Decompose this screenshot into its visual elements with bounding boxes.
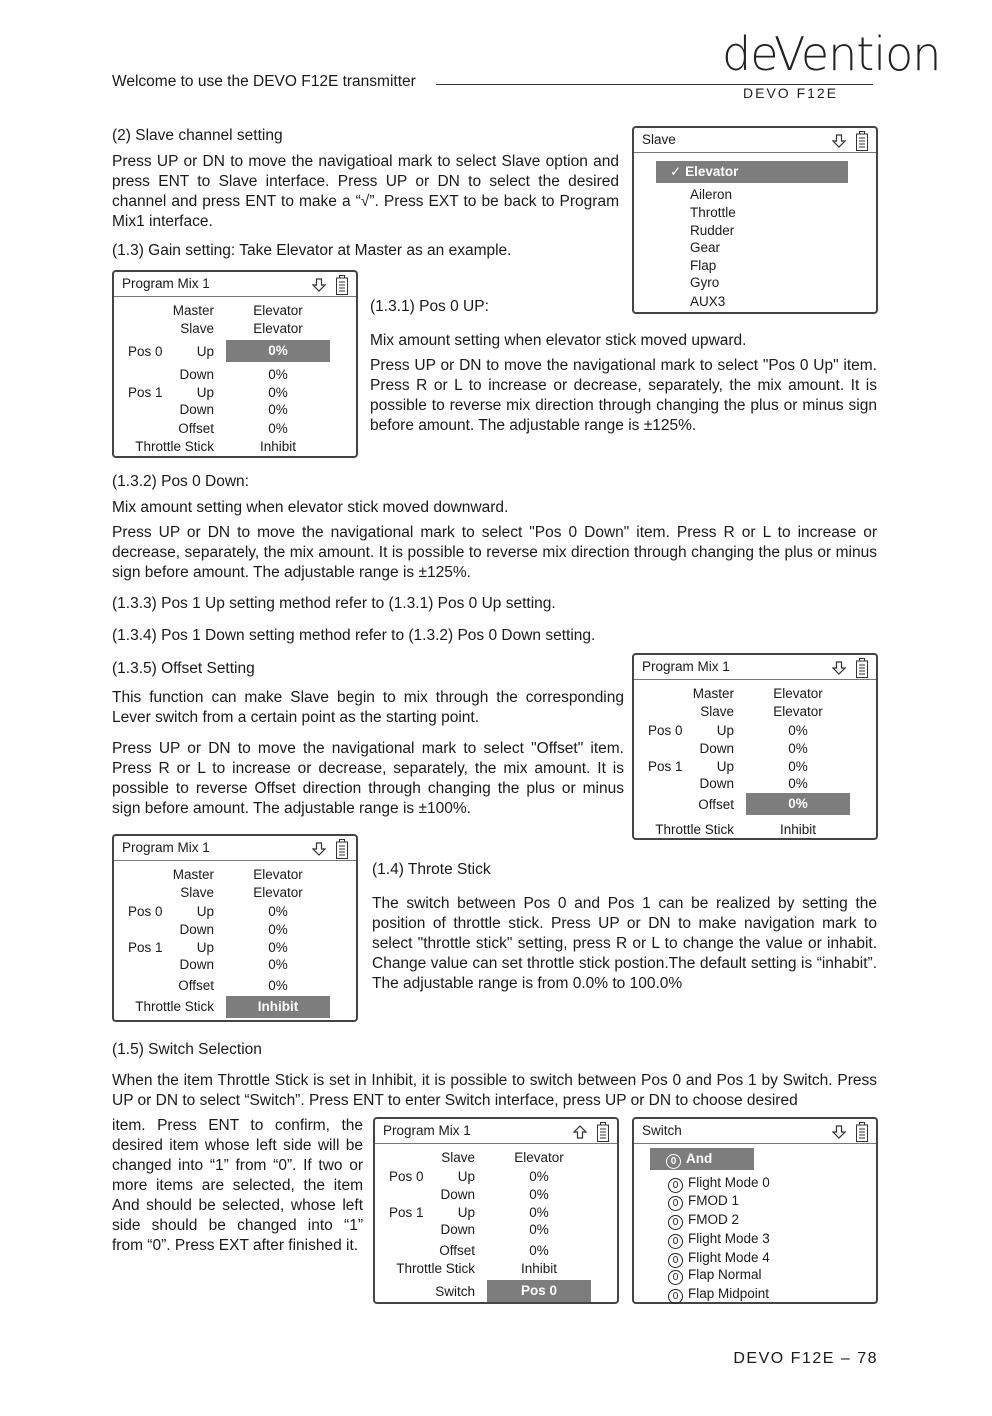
down-label: Down: [179, 402, 214, 417]
slave-selected-row[interactable]: [656, 161, 848, 183]
slave-option[interactable]: Flap: [690, 258, 717, 273]
offset-value[interactable]: 0%: [746, 793, 850, 815]
pos1-up-value[interactable]: 0%: [268, 385, 288, 400]
screen-separator: [634, 1143, 876, 1144]
master-value[interactable]: Elevator: [773, 686, 823, 701]
screen-separator: [375, 1143, 617, 1144]
pos0-up-value[interactable]: 0%: [268, 904, 288, 919]
screen-icons: [312, 839, 348, 859]
pos0-down-heading: (1.3.2) Pos 0 Down:: [112, 473, 249, 490]
screen-icons: [832, 658, 868, 678]
offset-label: Offset: [439, 1243, 475, 1258]
up-label: Up: [457, 1205, 475, 1220]
pos0-up-heading: (1.3.1) Pos 0 UP:: [370, 298, 489, 315]
program-mix-screen-throttle: [112, 834, 358, 1022]
check-icon: ✓: [670, 164, 686, 179]
battery-icon: [856, 131, 868, 151]
screen-title: Program Mix 1: [122, 276, 210, 291]
throttle-stick-value[interactable]: Inhibit: [259, 439, 297, 454]
pos0-label: Pos 0: [128, 904, 163, 919]
offset-para2: Press UP or DN to move the navigational mark to select "Offset" item. Press R or L to increase or decrease, separately, the mix amount. It is possible to reverse Offset direction through changing the plus or minus sign before amount. The adjustable range is ±100%.: [112, 740, 624, 817]
pos0-up-value[interactable]: 0%: [226, 340, 330, 362]
slave-label: Slave: [441, 1150, 475, 1165]
screen-title: Program Mix 1: [642, 659, 730, 674]
pos1-down-value[interactable]: 0%: [529, 1222, 549, 1237]
up-label: Up: [196, 344, 214, 359]
pos0-down-value[interactable]: 0%: [268, 922, 288, 937]
program-mix-screen-pos0-up: [112, 270, 358, 458]
screen-separator: [114, 296, 356, 297]
slave-label: Slave: [700, 704, 734, 719]
throttle-stick-label: Throttle Stick: [135, 439, 214, 454]
slave-value[interactable]: Elevator: [253, 321, 303, 336]
master-label: Master: [172, 303, 214, 318]
up-label: Up: [716, 759, 734, 774]
battery-icon: [336, 275, 348, 295]
pos0-down-value[interactable]: 0%: [788, 741, 808, 756]
offset-heading: (1.3.5) Offset Setting: [112, 660, 255, 677]
offset-label: Offset: [178, 978, 214, 993]
screen-icons: [573, 1122, 609, 1142]
pos0-down-value[interactable]: 0%: [268, 367, 288, 382]
battery-icon: [597, 1122, 609, 1142]
switch-option[interactable]: 0 Flight Mode 4: [668, 1250, 770, 1268]
pos1-down-note: (1.3.4) Pos 1 Down setting method refer to (1.3.2) Pos 0 Down setting.: [112, 627, 596, 644]
brand-logo: deVention: [722, 27, 941, 81]
battery-icon: [336, 839, 348, 859]
throttle-stick-value[interactable]: Inhibit: [226, 996, 330, 1018]
throttle-stick-label: Throttle Stick: [396, 1261, 475, 1276]
offset-value[interactable]: 0%: [268, 978, 288, 993]
switch-heading: (1.5) Switch Selection: [112, 1041, 262, 1058]
down-label: Down: [179, 922, 214, 937]
slave-label: Slave: [180, 321, 214, 336]
switch-option[interactable]: 0 Flap Midpoint: [668, 1286, 769, 1304]
throttle-stick-label: Throttle Stick: [135, 999, 214, 1014]
down-arrow-icon: [832, 1125, 846, 1139]
screen-title: Slave: [642, 132, 676, 147]
up-label: Up: [196, 940, 214, 955]
master-label: Master: [692, 686, 734, 701]
pos0-label: Pos 0: [128, 344, 163, 359]
switch-option[interactable]: 0 Flap Normal: [668, 1267, 762, 1285]
up-label: Up: [196, 904, 214, 919]
switch-label: Switch: [435, 1284, 475, 1299]
pos0-label: Pos 0: [648, 723, 683, 738]
pos1-up-value[interactable]: 0%: [529, 1205, 549, 1220]
pos0-label: Pos 0: [389, 1169, 424, 1184]
screen-icons: [832, 1122, 868, 1142]
offset-para1: This function can make Slave begin to mix through the corresponding Lever switch from a certain point as the starting point.: [112, 689, 624, 726]
switch-option-and[interactable]: [650, 1148, 754, 1170]
pos1-up-value[interactable]: 0%: [788, 759, 808, 774]
down-arrow-icon: [832, 134, 846, 148]
screen-title: Program Mix 1: [383, 1123, 471, 1138]
switch-screen: [632, 1117, 878, 1304]
pos0-down-value[interactable]: 0%: [529, 1187, 549, 1202]
pos0-up-value[interactable]: 0%: [529, 1169, 549, 1184]
down-label: Down: [440, 1222, 475, 1237]
offset-label: Offset: [698, 797, 734, 812]
up-arrow-icon: [573, 1125, 587, 1139]
throttle-stick-value[interactable]: Inhibit: [520, 1261, 558, 1276]
down-label: Down: [699, 741, 734, 756]
page-number: DEVO F12E – 78: [733, 1350, 878, 1367]
throttle-stick-label: Throttle Stick: [655, 822, 734, 837]
battery-icon: [856, 1122, 868, 1142]
slave-option[interactable]: Throttle: [690, 205, 736, 220]
pos1-down-value[interactable]: 0%: [788, 776, 808, 791]
state-zero-icon: 0: [668, 1196, 683, 1211]
screen-separator: [634, 152, 876, 153]
slave-heading: (2) Slave channel setting: [112, 127, 283, 144]
switch-paragraph-1: When the item Throttle Stick is set in Inhibit, it is possible to switch between Pos 0 and Pos 1 by Switch. Press UP or DN to select “Switch”. Press ENT to enter Switch interface, press UP or DN to choose desired: [112, 1072, 877, 1109]
down-label: Down: [440, 1187, 475, 1202]
state-zero-icon: 0: [666, 1154, 681, 1169]
slave-option[interactable]: Rudder: [690, 223, 735, 238]
switch-option[interactable]: 0 Flight Mode 0: [668, 1175, 770, 1193]
offset-value[interactable]: 0%: [268, 421, 288, 436]
throttle-stick-value[interactable]: Inhibit: [779, 822, 817, 837]
pos0-up-para2: Press UP or DN to move the navigational mark to select "Pos 0 Up" item. Press R or L to increase or decrease, separately, the mix amount. It is possible to reverse mix direction through changing the plus or minus sign before amount. The adjustable range is ±125%.: [370, 357, 877, 434]
program-mix-screen-switch: [373, 1117, 619, 1304]
screen-separator: [114, 860, 356, 861]
state-zero-icon: 0: [668, 1215, 683, 1230]
pos1-up-value[interactable]: 0%: [268, 940, 288, 955]
slave-paragraph: Press UP or DN to move the navigatioal mark to select Slave option and press ENT to Slave interface. Press UP or DN to select the desired channel and press ENT to make a “√”. Press EXT to be back to Program Mix1 interface.: [112, 153, 619, 230]
state-zero-icon: 0: [668, 1178, 683, 1193]
switch-paragraph-2: item. Press ENT to confirm, the desired item whose left side will be changed into “1” from “0”. If two or more items are selected, the item And should be selected, whose left side should be changed into “1” from “0”. Press EXT after finished it.: [112, 1117, 363, 1254]
master-label: Master: [172, 867, 214, 882]
state-zero-icon: 0: [668, 1234, 683, 1249]
down-label: Down: [179, 367, 214, 382]
switch-value[interactable]: Pos 0: [487, 1280, 591, 1302]
up-label: Up: [457, 1169, 475, 1184]
slave-option[interactable]: Gyro: [690, 275, 720, 290]
state-zero-icon: 0: [668, 1270, 683, 1285]
throttle-paragraph: The switch between Pos 0 and Pos 1 can be realized by setting the position of throttle stick. Press UP or DN to make navigation mark to select "throttle stick" setting, press R or L to change the value or inhabit. Change value can set throttle stick postion.The default setting is “inhabit”. The adjustable range is from 0.0% to 100.0%: [372, 895, 877, 992]
screen-icons: [832, 131, 868, 151]
pos0-up-para1: Mix amount setting when elevator stick moved upward.: [370, 332, 747, 349]
pos0-down-para1: Mix amount setting when elevator stick moved downward.: [112, 499, 509, 516]
pos1-label: Pos 1: [128, 940, 163, 955]
screen-icons: [312, 275, 348, 295]
pos1-down-value[interactable]: 0%: [268, 402, 288, 417]
slave-option[interactable]: Aileron: [690, 187, 733, 202]
pos0-up-value[interactable]: 0%: [788, 723, 808, 738]
state-zero-icon: 0: [668, 1289, 683, 1304]
offset-label: Offset: [178, 421, 214, 436]
header-title: Welcome to use the DEVO F12E transmitter: [112, 73, 416, 90]
master-value[interactable]: Elevator: [253, 303, 303, 318]
down-arrow-icon: [312, 278, 326, 292]
pos1-label: Pos 1: [128, 385, 163, 400]
pos1-label: Pos 1: [389, 1205, 424, 1220]
switch-option[interactable]: 0 Flight Mode 3: [668, 1231, 770, 1249]
master-value[interactable]: Elevator: [253, 867, 303, 882]
down-label: Down: [699, 776, 734, 791]
offset-value[interactable]: 0%: [529, 1243, 549, 1258]
pos1-down-value[interactable]: 0%: [268, 957, 288, 972]
slave-value[interactable]: Elevator: [253, 885, 303, 900]
state-zero-icon: 0: [668, 1253, 683, 1268]
pos0-down-para2: Press UP or DN to move the navigational mark to select "Pos 0 Down" item. Press R or L to increase or decrease, separately, the mix amount. It is possible to reverse mix direction through changing the plus or minus sign before amount. The adjustable range is ±125%.: [112, 524, 877, 581]
down-arrow-icon: [312, 842, 326, 856]
pos1-up-note: (1.3.3) Pos 1 Up setting method refer to (1.3.1) Pos 0 Up setting.: [112, 595, 556, 612]
slave-option[interactable]: Gear: [690, 240, 721, 255]
slave-option[interactable]: AUX3: [690, 294, 726, 309]
throttle-heading: (1.4) Throte Stick: [372, 861, 491, 878]
brand-model: DEVO F12E: [743, 85, 839, 101]
switch-option[interactable]: 0 FMOD 1: [668, 1193, 739, 1211]
screen-separator: [634, 679, 876, 680]
program-mix-screen-offset: [632, 653, 878, 840]
slave-label: Slave: [180, 885, 214, 900]
slave-value[interactable]: Elevator: [514, 1150, 564, 1165]
screen-title: Switch: [642, 1123, 682, 1138]
pos1-label: Pos 1: [648, 759, 683, 774]
slave-selected-label: Elevator: [685, 164, 739, 179]
battery-icon: [856, 658, 868, 678]
up-label: Up: [716, 723, 734, 738]
slave-value[interactable]: Elevator: [773, 704, 823, 719]
down-arrow-icon: [832, 661, 846, 675]
up-label: Up: [196, 385, 214, 400]
slave-screen: [632, 126, 878, 314]
switch-option[interactable]: 0 FMOD 2: [668, 1212, 739, 1230]
screen-title: Program Mix 1: [122, 840, 210, 855]
switch-option-label: And: [686, 1151, 713, 1166]
down-label: Down: [179, 957, 214, 972]
gain-heading: (1.3) Gain setting: Take Elevator at Master as an example.: [112, 242, 512, 259]
